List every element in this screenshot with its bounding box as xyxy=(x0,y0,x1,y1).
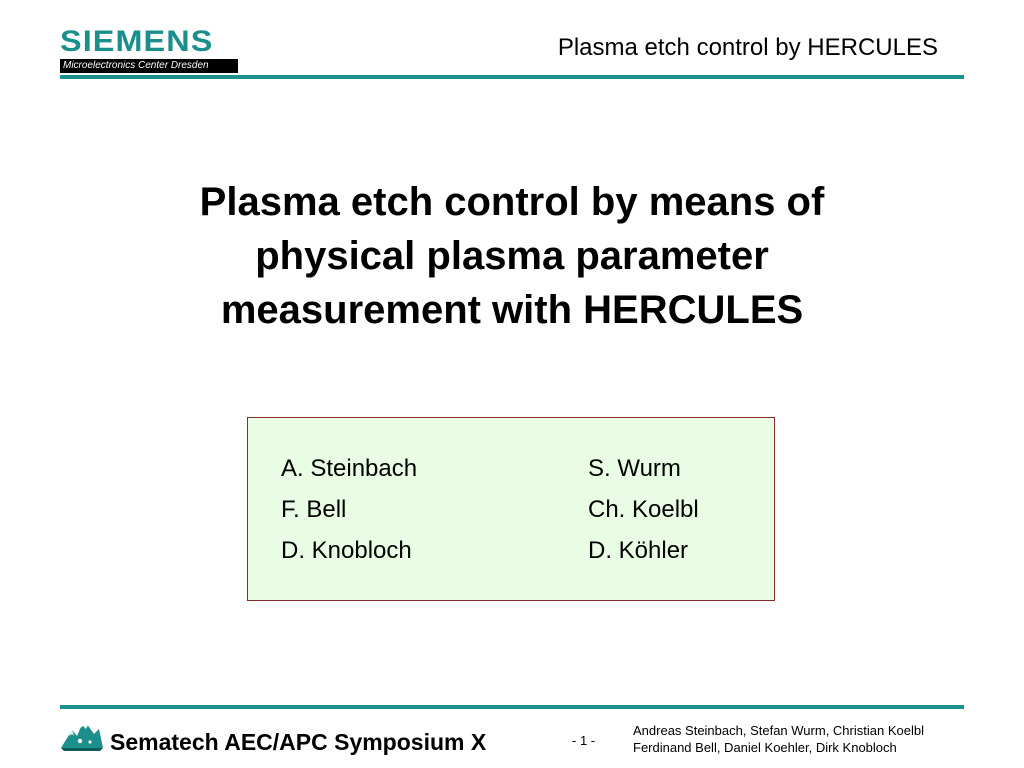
page-number: - 1 - xyxy=(572,733,596,748)
header-divider xyxy=(60,75,964,79)
footer-credits xyxy=(633,722,924,756)
author-name: A. Steinbach xyxy=(281,455,418,482)
authors-box xyxy=(247,417,775,601)
logo-subtitle: Microelectronics Center Dresden xyxy=(60,59,238,73)
footer-divider xyxy=(60,705,964,709)
author-name: D. Köhler xyxy=(588,537,689,564)
siemens-logo xyxy=(60,27,238,73)
author-name: F. Bell xyxy=(281,496,347,523)
author-name: Ch. Koelbl xyxy=(588,496,699,523)
mountain-logo-icon xyxy=(60,714,104,752)
slide-title-line: physical plasma parameter xyxy=(255,234,769,278)
credits-line: Andreas Steinbach, Stefan Wurm, Christian Koelbl xyxy=(633,723,924,738)
logo-wordmark: SIEMENS xyxy=(60,25,214,58)
author-name: D. Knobloch xyxy=(281,537,412,564)
footer-title: Sematech AEC/APC Symposium X xyxy=(110,729,487,755)
slide-title-line: Plasma etch control by means of xyxy=(199,180,825,224)
slide-title-line: measurement with HERCULES xyxy=(220,288,804,332)
credits-line: Ferdinand Bell, Daniel Koehler, Dirk Knobloch xyxy=(633,740,897,755)
header-title: Plasma etch control by HERCULES xyxy=(557,34,938,61)
author-name: S. Wurm xyxy=(588,455,681,482)
slide-title xyxy=(100,175,924,337)
